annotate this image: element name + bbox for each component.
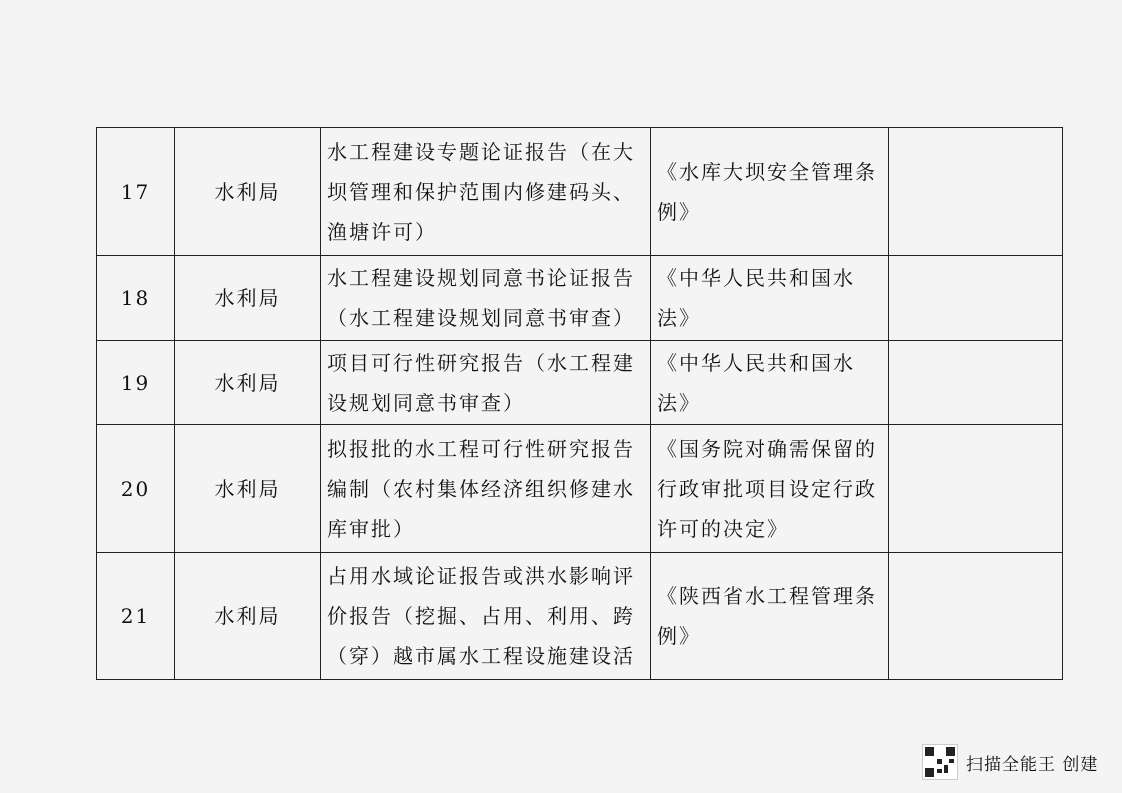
table-row bbox=[97, 128, 1063, 256]
remark-cell bbox=[889, 341, 1063, 425]
department-cell: 水利局 bbox=[175, 553, 321, 680]
scanner-watermark bbox=[922, 744, 1098, 780]
legal-basis-cell: 《水库大坝安全管理条例》 bbox=[651, 128, 889, 256]
legal-basis-cell: 《中华人民共和国水法》 bbox=[651, 256, 889, 341]
remark-cell bbox=[889, 128, 1063, 256]
row-number: 19 bbox=[97, 341, 175, 425]
watermark-text: 扫描全能王 创建 bbox=[966, 754, 1099, 775]
department-cell: 水利局 bbox=[175, 425, 321, 553]
department-cell: 水利局 bbox=[175, 256, 321, 341]
remark-cell bbox=[889, 553, 1063, 680]
qr-code-icon bbox=[922, 744, 958, 780]
row-number: 17 bbox=[97, 128, 175, 256]
department-cell: 水利局 bbox=[175, 341, 321, 425]
table-row bbox=[97, 553, 1063, 680]
legal-basis-cell: 《中华人民共和国水法》 bbox=[651, 341, 889, 425]
item-cell: 占用水域论证报告或洪水影响评价报告（挖掘、占用、利用、跨（穿）越市属水工程设施建设活 bbox=[321, 553, 651, 680]
table-row bbox=[97, 341, 1063, 425]
remark-cell bbox=[889, 425, 1063, 553]
table-row bbox=[97, 425, 1063, 553]
remark-cell bbox=[889, 256, 1063, 341]
legal-basis-cell: 《陕西省水工程管理条例》 bbox=[651, 553, 889, 680]
table-row bbox=[97, 256, 1063, 341]
legal-basis-cell: 《国务院对确需保留的行政审批项目设定行政许可的决定》 bbox=[651, 425, 889, 553]
item-cell: 水工程建设规划同意书论证报告（水工程建设规划同意书审查） bbox=[321, 256, 651, 341]
item-cell: 拟报批的水工程可行性研究报告编制（农村集体经济组织修建水库审批） bbox=[321, 425, 651, 553]
row-number: 18 bbox=[97, 256, 175, 341]
row-number: 21 bbox=[97, 553, 175, 680]
item-cell: 水工程建设专题论证报告（在大坝管理和保护范围内修建码头、渔塘许可） bbox=[321, 128, 651, 256]
item-cell: 项目可行性研究报告（水工程建设规划同意书审查） bbox=[321, 341, 651, 425]
department-cell: 水利局 bbox=[175, 128, 321, 256]
approval-items-table bbox=[96, 127, 1063, 680]
row-number: 20 bbox=[97, 425, 175, 553]
